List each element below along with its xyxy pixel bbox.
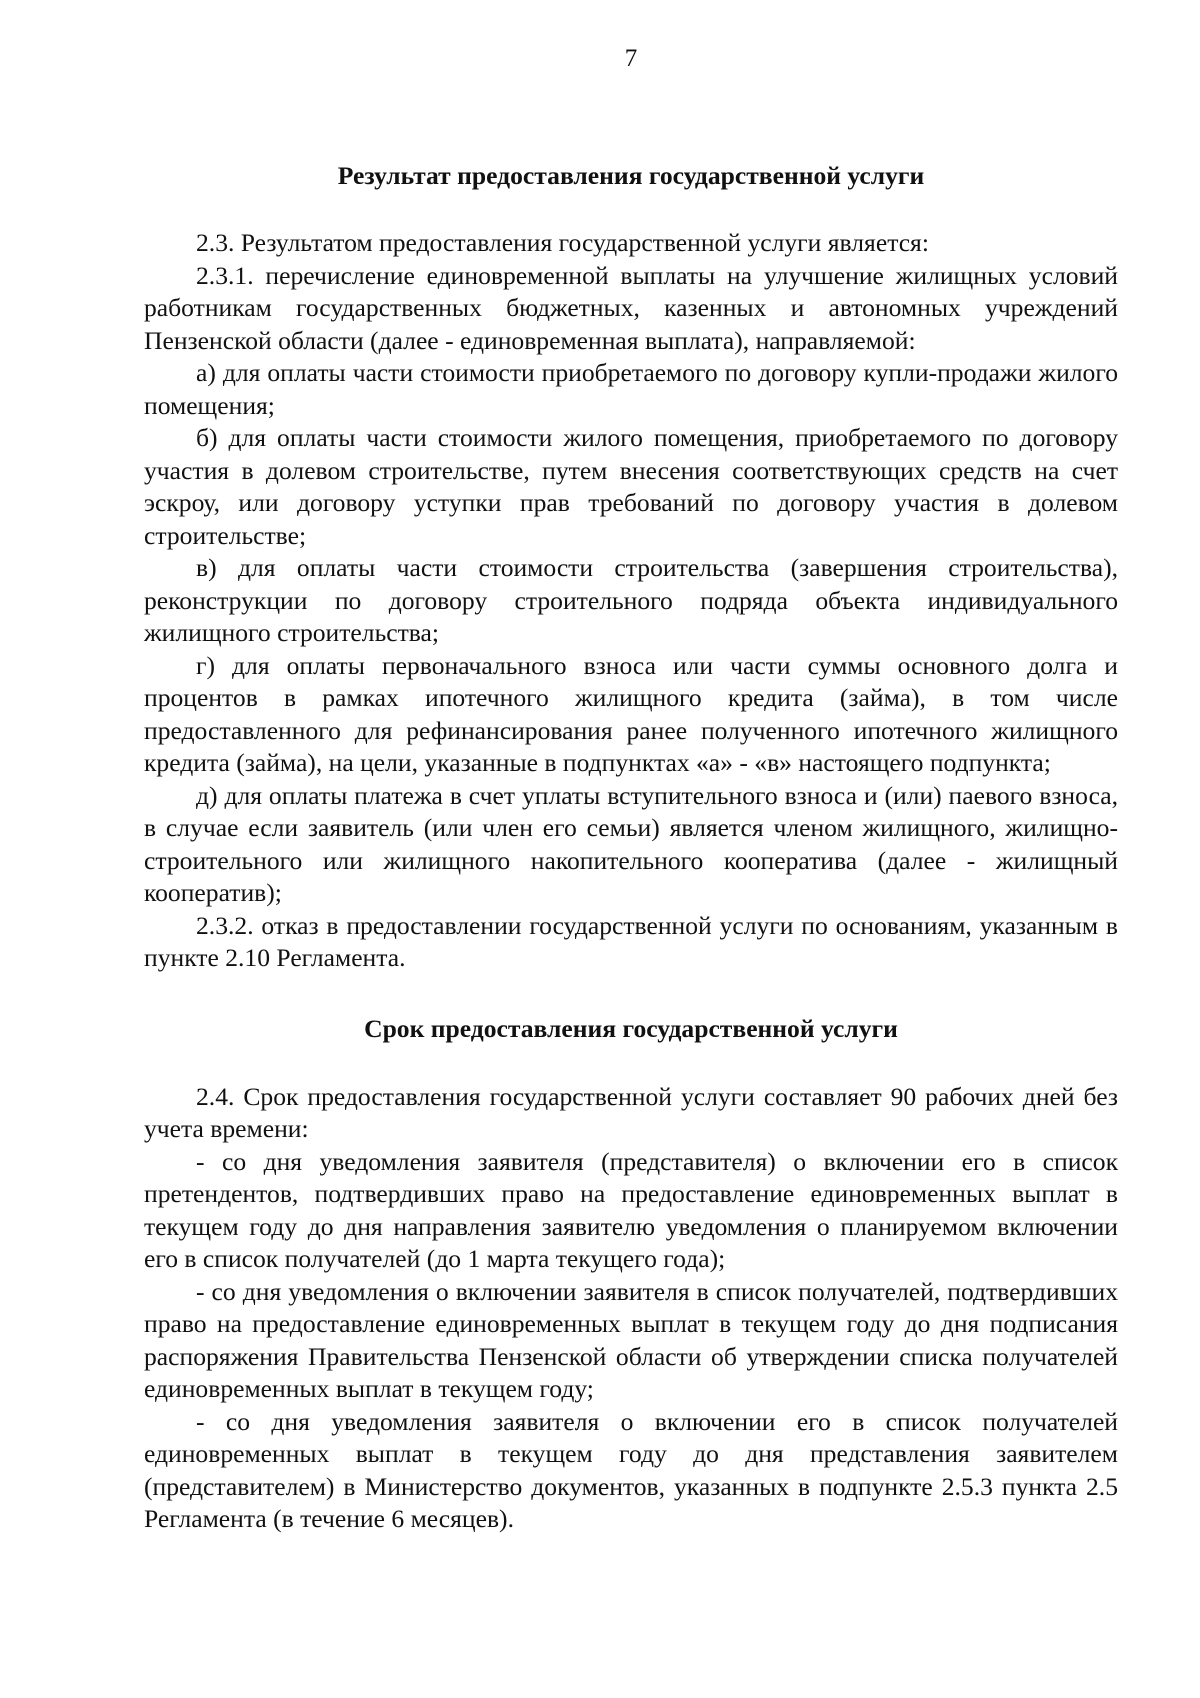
paragraph-term-3: - со дня уведомления заявителя о включении его в список получателей единовременных выплат в текущем году до дня представления заявителем (представителем) в Министерство документов, указанных в подпункте 2.5.3 пункта 2.5 Регламента (в течение 6 месяцев). [144, 1406, 1118, 1533]
page-number: 7 [624, 45, 638, 72]
paragraph-item-v: в) для оплаты части стоимости строительства (завершения строительства), реконструкции по договору строительного подряда объекта индивидуального жилищного строительства; [144, 553, 1118, 647]
paragraph-2-4: 2.4. Срок предоставления государственной услуги составляет 90 рабочих дней без учета времени: [144, 1081, 1118, 1143]
paragraph-2-3-1: 2.3.1. перечисление единовременной выплаты на улучшение жилищных условий работникам государственных бюджетных, казенных и автономных учреждений Пензенской области (далее - единовременная выплата), направляемой: [144, 260, 1118, 355]
paragraph-term-1: - со дня уведомления заявителя (представителя) о включении его в список претендентов, подтвердивших право на предоставление единовременных выплат в текущем году до дня направления заявителю уведомления о планируемом включении его в список получателей (до 1 марта текущего года); [144, 1146, 1118, 1273]
document-body [144, 160, 1118, 1536]
section-heading-term: Срок предоставления государственной услуги [364, 1013, 898, 1043]
paragraph-2-3-2: 2.3.2. отказ в предоставлении государственной услуги по основаниям, указанным в пункте 2.10 Регламента. [144, 910, 1118, 972]
section-heading-result: Результат предоставления государственной услуги [337, 161, 925, 190]
paragraph-term-2: - со дня уведомления о включении заявителя в список получателей, подтвердивших право на предоставление единовременных выплат в текущем году до дня подписания распоряжения Правительства Пензенской области об утверждении списка получателей единовременных выплат в текущем году; [144, 1276, 1118, 1403]
paragraph-item-d: д) для оплаты платежа в счет уплаты вступительного взноса и (или) паевого взноса, в случае если заявитель (или член его семьи) является членом жилищного, жилищно-строительного или жилищного накопительного кооператива (далее - жилищный кооператив); [144, 780, 1118, 907]
paragraph-item-a: а) для оплаты части стоимости приобретаемого по договору купли-продажи жилого помещения; [144, 358, 1118, 420]
paragraph-item-b: б) для оплаты части стоимости жилого помещения, приобретаемого по договору участия в долевом строительстве, путем внесения соответствующих средств на счет эскроу, или договору уступки прав требований по договору участия в долевом строительстве; [144, 423, 1118, 550]
paragraph-item-g: г) для оплаты первоначального взноса или части суммы основного долга и процентов в рамках ипотечного жилищного кредита (займа), в том числе предоставленного для рефинансирования ранее полученного ипотечного жилищного кредита (займа), на цели, указанные в подпунктах «а» - «в» настоящего подпункта; [144, 650, 1118, 777]
paragraph-2-3: 2.3. Результатом предоставления государственной услуги является: [196, 228, 929, 257]
